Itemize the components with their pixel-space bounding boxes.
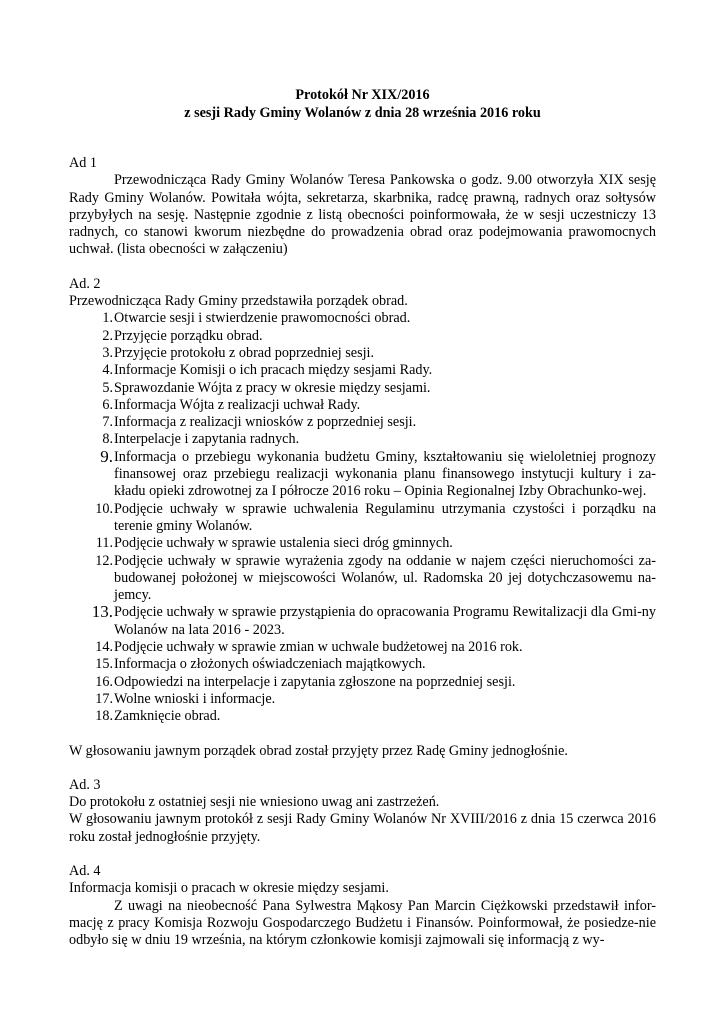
agenda-item-text: Podjęcie uchwały w sprawie zmian w uchwale budżetowej na 2016 rok. — [114, 639, 523, 656]
agenda-item-number: 6. — [102, 396, 113, 413]
agenda-item-text: Odpowiedzi na interpelacje i zapytania zgłoszone na poprzedniej sesji. — [114, 673, 516, 690]
agenda-item-number: 2. — [102, 327, 113, 344]
agenda-intro: Przewodnicząca Rady Gminy przedstawiła porządek obrad. — [69, 293, 408, 310]
agenda-item-number: 3. — [102, 344, 113, 361]
agenda-item — [69, 639, 656, 656]
section-heading: Ad. 2 — [69, 275, 101, 292]
agenda-item-text: Sprawozdanie Wójta z pracy w okresie między sesjami. — [114, 379, 431, 396]
agenda-item — [69, 414, 656, 431]
agenda-item-text: Informacja Wójta z realizacji uchwał Rady. — [114, 396, 361, 413]
agenda-item — [69, 656, 656, 673]
title-line-2: z sesji Rady Gminy Wolanów z dnia 28 września 2016 roku — [184, 105, 541, 121]
agenda-item-number: 17. — [95, 690, 113, 707]
agenda-item — [69, 345, 656, 362]
agenda-item — [69, 553, 656, 605]
agenda-item — [69, 691, 656, 708]
agenda-item-number: 18. — [95, 708, 113, 725]
agenda-item-text: Wolne wnioski i informacje. — [114, 690, 276, 707]
agenda-item-text: Informacja o przebiegu wykonania budżetu Gminy, kształtowaniu się wieloletniej prognozy finansowej oraz przebiegu realizacji wykonania planu finansowego instytucji kultury i za-kładu opieki zdrowotnej za I półrocze 2016 roku – Opinia Regionalnej Izby Obrachunko-wej. — [114, 448, 656, 500]
agenda-item — [69, 501, 656, 536]
section-paragraph: Z uwagi na nieobecność Pana Sylwestra Mąkosy Pan Marcin Ciężkowski przedstawił infor-mację z pracy Komisja Rozwoju Gospodarczego Budżetu i Finansów. Poinformował, że posiedze-nie odbyło się w dniu 19 września, na którym członkowie komisji zajmowali się informacją z wy- — [69, 897, 656, 949]
agenda-item-text: Podjęcie uchwały w sprawie uchwalenia Regulaminu utrzymania czystości i porządku na terenie gminy Wolanów. — [114, 500, 656, 534]
agenda-item-text: Podjęcie uchwały w sprawie ustalenia sieci dróg gminnych. — [114, 535, 453, 552]
document-title — [69, 86, 656, 122]
section-ad-4 — [69, 863, 656, 949]
agenda-item-text: Zamknięcie obrad. — [114, 708, 221, 725]
agenda-item-text: Przyjęcie protokołu z obrad poprzedniej sesji. — [114, 344, 375, 361]
agenda-item-text: Przyjęcie porządku obrad. — [114, 327, 263, 344]
agenda-item — [69, 708, 656, 725]
agenda-item-number: 4. — [102, 362, 113, 379]
agenda-item-number: 11. — [95, 535, 113, 552]
agenda-item-text: Informacja z realizacji wniosków z poprzedniej sesji. — [114, 414, 417, 431]
agenda-item — [69, 362, 656, 379]
agenda-item-text: Informacja o złożonych oświadczeniach majątkowych. — [114, 656, 426, 673]
agenda-item — [69, 604, 656, 639]
section-line: Do protokołu z ostatniej sesji nie wniesiono uwag ani zastrzeżeń. — [69, 794, 440, 811]
section-intro: Informacja komisji o pracach w okresie między sesjami. — [69, 880, 389, 897]
agenda-item-number: 10. — [95, 500, 113, 517]
agenda-item-number: 14. — [95, 639, 113, 656]
vote-result: W głosowaniu jawnym porządek obrad został przyjęty przez Radę Gminy jednogłośnie. — [69, 742, 568, 759]
agenda-item-number: 8. — [102, 431, 113, 448]
agenda-item-number: 12. — [95, 552, 113, 569]
agenda-item — [69, 380, 656, 397]
agenda-item — [69, 397, 656, 414]
agenda-item-number: 9. — [100, 446, 113, 466]
agenda-item-text: Podjęcie uchwały w sprawie przystąpienia do opracowania Programu Rewitalizacji dla Gmi-ny Wolanów na lata 2016 - 2023. — [114, 604, 656, 638]
section-heading: Ad. 4 — [69, 862, 101, 879]
section-paragraph: W głosowaniu jawnym protokół z sesji Rady Gminy Wolanów Nr XVIII/2016 z dnia 15 czerwca 2016 roku został jednogłośnie przyjęty. — [69, 811, 656, 845]
agenda-item — [69, 310, 656, 327]
section-ad-3 — [69, 777, 656, 846]
agenda-item-number: 1. — [102, 310, 113, 327]
agenda-list — [69, 310, 656, 725]
agenda-item-number: 15. — [95, 656, 113, 673]
agenda-item — [69, 446, 656, 501]
section-heading: Ad. 3 — [69, 776, 101, 793]
agenda-item — [69, 674, 656, 691]
agenda-item-number: 16. — [95, 673, 113, 690]
section-ad-2 — [69, 276, 656, 760]
agenda-item-number: 13. — [91, 602, 113, 622]
agenda-item — [69, 328, 656, 345]
section-heading: Ad 1 — [69, 155, 97, 171]
title-line-1: Protokół Nr XIX/2016 — [295, 87, 430, 103]
section-ad-1 — [69, 155, 656, 259]
agenda-item — [69, 431, 656, 448]
section-paragraph: Przewodnicząca Rady Gminy Wolanów Teresa Pankowska o godz. 9.00 otworzyła XIX sesję Rady Gminy Wolanów. Powitała wójta, sekretarza, skarbnika, radcę prawną, radnych oraz sołtysów przybyłych na sesję. Następnie zgodnie z listą obecności poinformowała, że w sesji uczestniczy 13 radnych, co stanowi kworum niezbędne do prowadzenia obrad oraz podejmowania prawomocnych uchwał. (lista obecności w załączeniu) — [69, 172, 656, 258]
protocol-page — [69, 86, 656, 949]
agenda-item-text: Podjęcie uchwały w sprawie wyrażenia zgody na oddanie w najem części nieruchomości za-budowanej położonej w miejscowości Wolanów, ul. Radomska 20 jej dotychczasowemu na-jemcy. — [114, 552, 656, 604]
agenda-item-number: 5. — [102, 379, 113, 396]
agenda-item — [69, 535, 656, 552]
agenda-item-text: Otwarcie sesji i stwierdzenie prawomocności obrad. — [114, 310, 411, 327]
agenda-item-number: 7. — [102, 414, 113, 431]
agenda-item-text: Informacje Komisji o ich pracach między sesjami Rady. — [114, 362, 433, 379]
agenda-item-text: Interpelacje i zapytania radnych. — [114, 431, 300, 448]
